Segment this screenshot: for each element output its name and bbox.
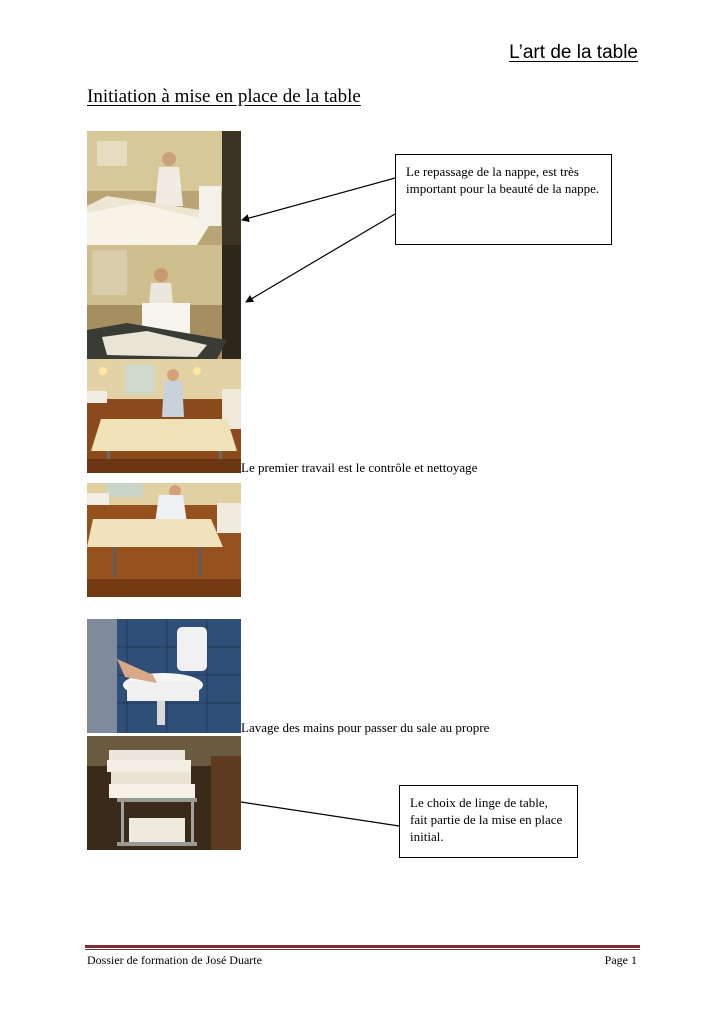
- footer-rule: [85, 945, 640, 948]
- line-linen: [241, 802, 399, 826]
- photo-ironing-tablecloth-2: [87, 245, 241, 359]
- callout-linen: Le choix de linge de table, fait partie de la mise en place initial.: [399, 785, 578, 858]
- footer-author: Dossier de formation de José Duarte: [87, 953, 262, 967]
- photo-linen-cart: [87, 736, 241, 850]
- document-title: Initiation à mise en place de la table: [87, 86, 361, 107]
- arrow-ironing-1: [242, 178, 395, 220]
- header-title: L’art de la table: [509, 42, 638, 63]
- photo-hand-washing: [87, 619, 241, 733]
- caption-hand-washing: Lavage des mains pour passer du sale au propre: [241, 720, 490, 735]
- photo-cleaning-table: [87, 483, 241, 597]
- callout-ironing: Le repassage de la nappe, est très important pour la beauté de la nappe.: [395, 154, 612, 245]
- photo-dining-room-table: [87, 359, 241, 473]
- photo-ironing-tablecloth-1: [87, 131, 241, 245]
- footer-page-number: Page 1: [604, 953, 637, 967]
- arrow-ironing-2: [246, 214, 395, 302]
- caption-control-cleaning: Le premier travail est le contrôle et nettoyage: [241, 460, 478, 475]
- footer-rule-thin: [85, 949, 640, 950]
